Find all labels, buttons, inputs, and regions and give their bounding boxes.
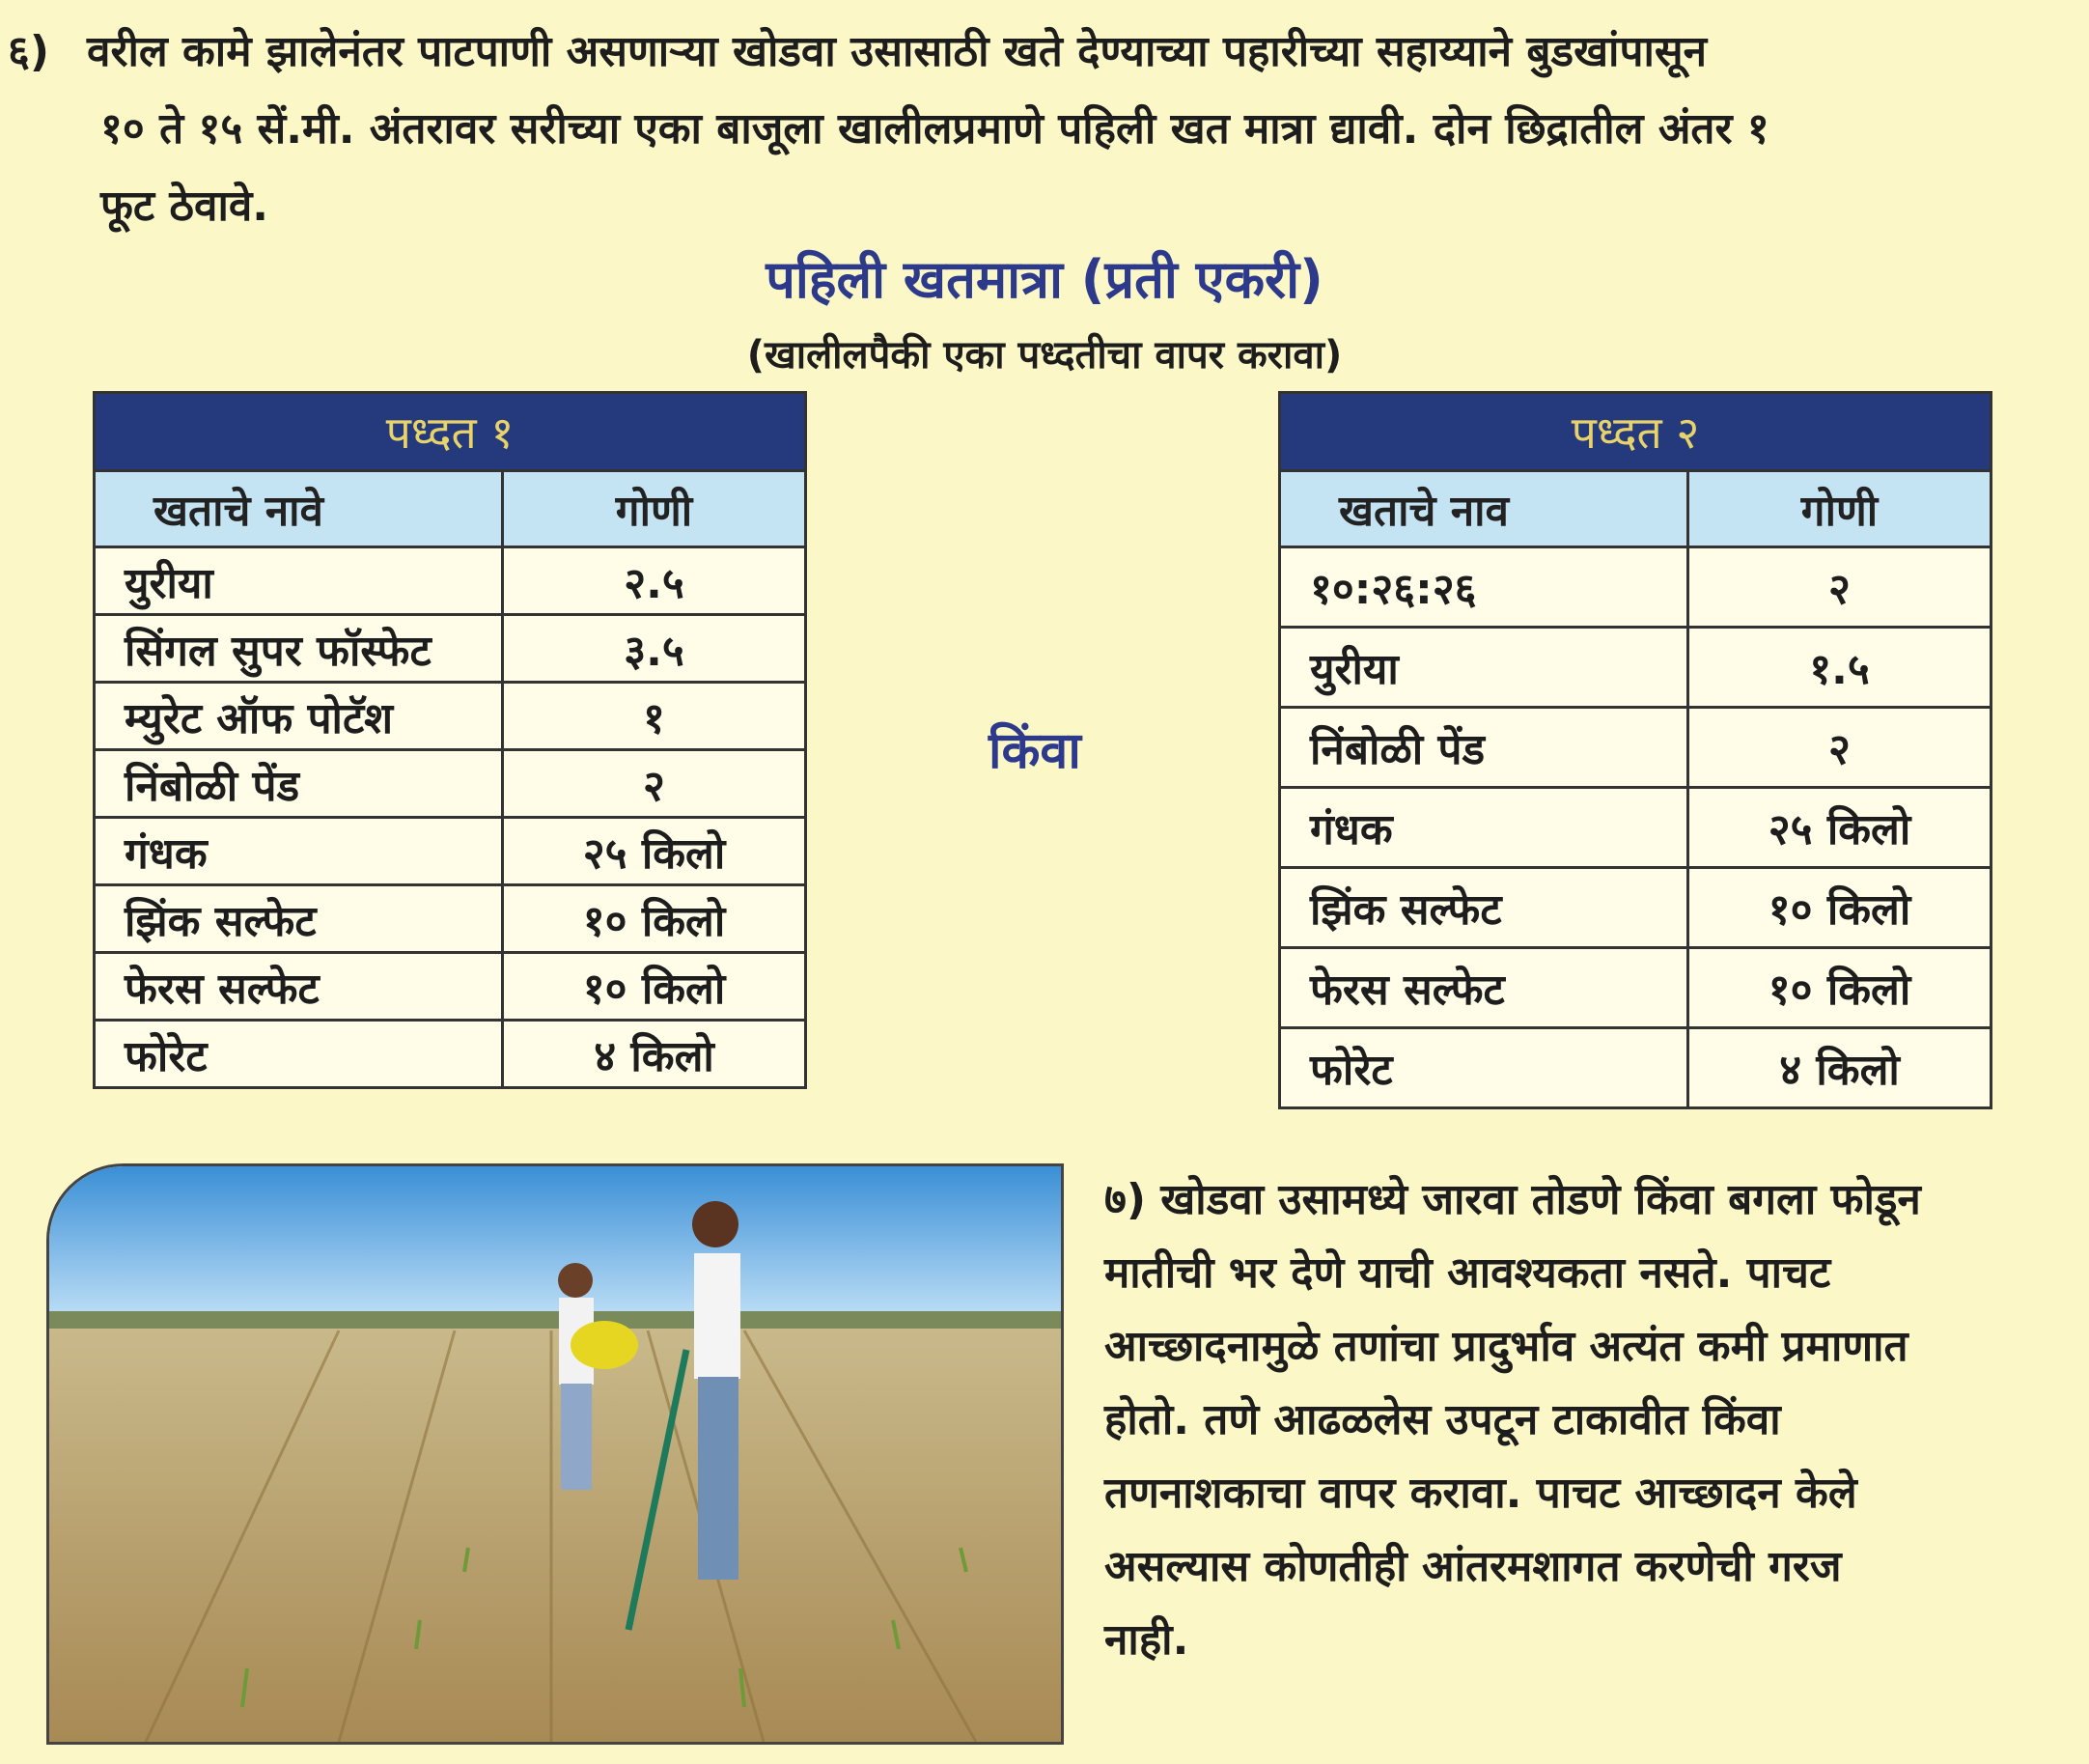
fertilizer-name: फेरस सल्फेट: [1280, 948, 1688, 1028]
fertilizer-qty: १० किलो: [503, 953, 806, 1021]
table-row: [1280, 1028, 1992, 1108]
table-row: [95, 683, 806, 750]
fertilizer-qty: २: [503, 750, 806, 818]
fertilizer-qty: १.५: [1688, 628, 1992, 708]
method-1-col-qty: गोणी: [503, 471, 806, 547]
fertilizer-name: गंधक: [95, 818, 503, 885]
table-row: [95, 885, 806, 953]
fertilizer-name: युरीया: [1280, 628, 1688, 708]
table-row: [1280, 868, 1992, 948]
table-row: [1280, 628, 1992, 708]
table-row: [95, 953, 806, 1021]
fertilizer-name: फोरेट: [95, 1021, 503, 1088]
fertilizer-qty: २: [1688, 708, 1992, 788]
fertilizer-name: निंबोळी पेंड: [1280, 708, 1688, 788]
fertilizer-name: गंधक: [1280, 788, 1688, 868]
fertilizer-name: झिंक सल्फेट: [95, 885, 503, 953]
or-label: किंवा: [989, 722, 1081, 780]
table-row: [95, 615, 806, 683]
fertilizer-qty: १० किलो: [503, 885, 806, 953]
section-title: पहिली खतमात्रा (प्रती एकरी): [766, 249, 1323, 310]
fertilizer-qty: १० किलो: [1688, 868, 1992, 948]
fertilizer-qty: २५ किलो: [1688, 788, 1992, 868]
fertilizer-name: झिंक सल्फेट: [1280, 868, 1688, 948]
fertilizer-name: फोरेट: [1280, 1028, 1688, 1108]
fertilizer-qty: २: [1688, 547, 1992, 628]
table-row: [95, 750, 806, 818]
method-1-col-name: खताचे नावे: [95, 471, 503, 547]
method-2-col-qty: गोणी: [1688, 471, 1992, 547]
fertilizer-qty: २५ किलो: [503, 818, 806, 885]
section-subtitle: (खालीलपैकी एका पध्दतीचा वापर करावा): [746, 333, 1343, 378]
fertilizer-name: सिंगल सुपर फॉस्फेट: [95, 615, 503, 683]
point-7-line-4: होतो. तणे आढळलेस उपटून टाकावीत किंवा: [1104, 1395, 1781, 1444]
point-7-line-7: नाही.: [1104, 1615, 1189, 1665]
fertilizer-qty: १० किलो: [1688, 948, 1992, 1028]
table-row: [1280, 788, 1992, 868]
method-2-table: [1278, 391, 1992, 1109]
method-1-title: पध्दत १: [95, 393, 806, 471]
fertilizer-qty: ४ किलो: [1688, 1028, 1992, 1108]
point-7-line-3: आच्छादनामुळे तणांचा प्रादुर्भाव अत्यंत कमी प्रमाणात: [1104, 1322, 1908, 1371]
fertilizer-name: युरीया: [95, 547, 503, 615]
method-1-table: [93, 391, 807, 1089]
method-2-title: पध्दत २: [1280, 393, 1992, 471]
point-6-line-2: १० ते १५ सें.मी. अंतरावर सरीच्या एका बाजूला खालीलप्रमाणे पहिली खत मात्रा द्यावी. दोन छिद्रातील अंतर १: [100, 104, 1769, 154]
table-row: [95, 1021, 806, 1088]
fertilizer-name: १०:२६:२६: [1280, 547, 1688, 628]
table-row: [95, 547, 806, 615]
table-row: [1280, 708, 1992, 788]
point-7-line-5: तणनाशकाचा वापर करावा. पाचट आच्छादन केले: [1104, 1469, 1857, 1518]
method-2-col-name: खताचे नाव: [1280, 471, 1688, 547]
point-6-number: ६): [8, 27, 49, 76]
table-row: [1280, 547, 1992, 628]
fertilizer-name: निंबोळी पेंड: [95, 750, 503, 818]
point-7-line-1: ७) खोडवा उसामध्ये जारवा तोडणे किंवा बगला फोडून: [1104, 1175, 1921, 1224]
fertilizer-name: फेरस सल्फेट: [95, 953, 503, 1021]
point-6-line-3: फूट ठेवावे.: [100, 182, 269, 231]
field-photo: [46, 1163, 1064, 1745]
fertilizer-qty: ३.५: [503, 615, 806, 683]
fertilizer-qty: ४ किलो: [503, 1021, 806, 1088]
table-row: [1280, 948, 1992, 1028]
point-7-line-2: मातीची भर देणे याची आवश्यकता नसते. पाचट: [1104, 1248, 1831, 1298]
point-6-line-1: वरील कामे झालेनंतर पाटपाणी असणाऱ्या खोडवा उसासाठी खते देण्याच्या पहारीच्या सहाय्याने बुडखांपासून: [87, 27, 1708, 76]
fertilizer-name: म्युरेट ऑफ पोटॅश: [95, 683, 503, 750]
fertilizer-qty: २.५: [503, 547, 806, 615]
fertilizer-qty: १: [503, 683, 806, 750]
point-7-line-6: असल्यास कोणतीही आंतरमशागत करणेची गरज: [1104, 1542, 1842, 1591]
table-row: [95, 818, 806, 885]
